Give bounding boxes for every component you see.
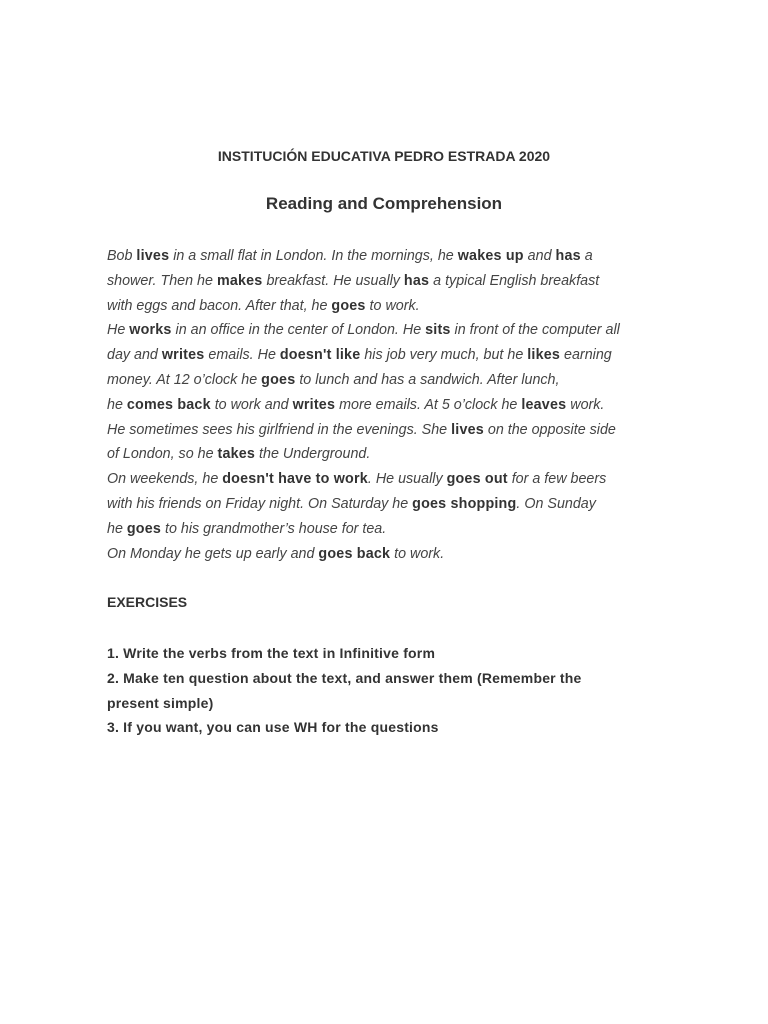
reading-text: he xyxy=(107,520,127,537)
reading-text: day and xyxy=(107,347,162,364)
highlighted-verb: writes xyxy=(292,396,336,413)
highlighted-verb: doesn't like xyxy=(279,347,361,364)
reading-line xyxy=(107,244,667,269)
reading-text: and xyxy=(523,248,556,264)
reading-text: his job very much, but he xyxy=(360,347,528,364)
highlighted-verb: goes xyxy=(331,297,366,314)
reading-text: to work. xyxy=(390,545,445,562)
highlighted-verb: goes shopping xyxy=(412,495,517,512)
reading-text: to work. xyxy=(365,297,420,314)
exercise-item: 1. Write the verbs from the text in Infinitive form xyxy=(107,645,436,661)
document-title: Reading and Comprehension xyxy=(265,194,503,213)
reading-text: with his friends on Friday night. On Saturday he xyxy=(107,495,413,512)
reading-text: the Underground. xyxy=(255,446,371,463)
reading-text: shower. Then he xyxy=(107,272,217,289)
reading-text: with eggs and bacon. After that, he xyxy=(107,297,332,314)
reading-text: for a few beers xyxy=(507,471,607,488)
reading-text: . He usually xyxy=(367,471,447,488)
reading-text: Bob xyxy=(107,248,137,264)
reading-line xyxy=(107,492,667,517)
reading-text: breakfast. He usually xyxy=(262,272,404,289)
reading-text: On weekends, he xyxy=(107,471,223,488)
reading-text: in front of the computer all xyxy=(450,322,620,339)
highlighted-verb: goes back xyxy=(318,545,391,562)
reading-text: of London, so he xyxy=(107,446,218,463)
reading-text: more emails. At 5 o’clock he xyxy=(335,396,522,413)
highlighted-verb: wakes up xyxy=(457,248,524,264)
reading-line xyxy=(107,393,667,418)
reading-text: emails. He xyxy=(204,347,280,364)
reading-text: to lunch and has a sandwich. After lunch, xyxy=(295,371,560,388)
reading-text: He xyxy=(107,322,130,339)
highlighted-verb: makes xyxy=(216,272,263,289)
highlighted-verb: sits xyxy=(425,322,451,339)
school-title: INSTITUCIÓN EDUCATIVA PEDRO ESTRADA 2020 xyxy=(217,148,551,164)
exercises-heading: EXERCISES xyxy=(107,594,188,610)
highlighted-verb: comes back xyxy=(126,396,211,413)
reading-line xyxy=(107,368,667,393)
reading-line xyxy=(107,343,667,368)
reading-passage xyxy=(107,244,667,566)
reading-line xyxy=(107,517,667,542)
reading-text: to his grandmother’s house for tea. xyxy=(161,520,387,537)
reading-line xyxy=(107,318,667,343)
exercise-list xyxy=(107,641,647,740)
reading-line xyxy=(107,542,667,567)
exercise-item: 3. If you want, you can use WH for the questions xyxy=(107,719,439,736)
reading-text: He sometimes sees his girlfriend in the evenings. She xyxy=(107,421,452,438)
reading-text: to work and xyxy=(210,396,293,413)
exercise-item-continued: present simple) xyxy=(107,694,214,711)
highlighted-verb: goes xyxy=(261,371,296,388)
reading-line xyxy=(107,418,667,443)
reading-line xyxy=(107,467,667,492)
reading-text: money. At 12 o’clock he xyxy=(107,371,262,388)
exercise-item: 2. Make ten question about the text, and answer them (Remember the xyxy=(107,669,582,686)
reading-text: on the opposite side xyxy=(483,421,616,438)
reading-text: a typical English breakfast xyxy=(429,272,600,289)
reading-text: work. xyxy=(566,396,605,413)
highlighted-verb: doesn't have to work xyxy=(222,471,368,488)
reading-text: earning xyxy=(560,347,612,364)
highlighted-verb: works xyxy=(129,322,172,339)
highlighted-verb: writes xyxy=(161,347,205,364)
highlighted-verb: lives xyxy=(451,421,484,438)
highlighted-verb: has xyxy=(403,272,430,289)
highlighted-verb: goes out xyxy=(446,471,508,488)
reading-line xyxy=(107,269,667,294)
highlighted-verb: takes xyxy=(217,446,256,463)
reading-text: On Monday he gets up early and xyxy=(107,545,319,562)
highlighted-verb: goes xyxy=(126,520,162,537)
reading-text: . On Sunday xyxy=(516,495,596,512)
highlighted-verb: leaves xyxy=(521,396,567,413)
reading-text: in a small flat in London. In the mornings, he xyxy=(169,248,458,264)
highlighted-verb: lives xyxy=(136,248,170,264)
reading-line xyxy=(107,294,667,319)
reading-text: in an office in the center of London. He xyxy=(171,322,426,339)
reading-text: he xyxy=(107,396,127,413)
highlighted-verb: has xyxy=(555,248,581,264)
reading-text: a xyxy=(580,248,593,264)
highlighted-verb: likes xyxy=(527,347,561,364)
reading-line xyxy=(107,442,667,467)
